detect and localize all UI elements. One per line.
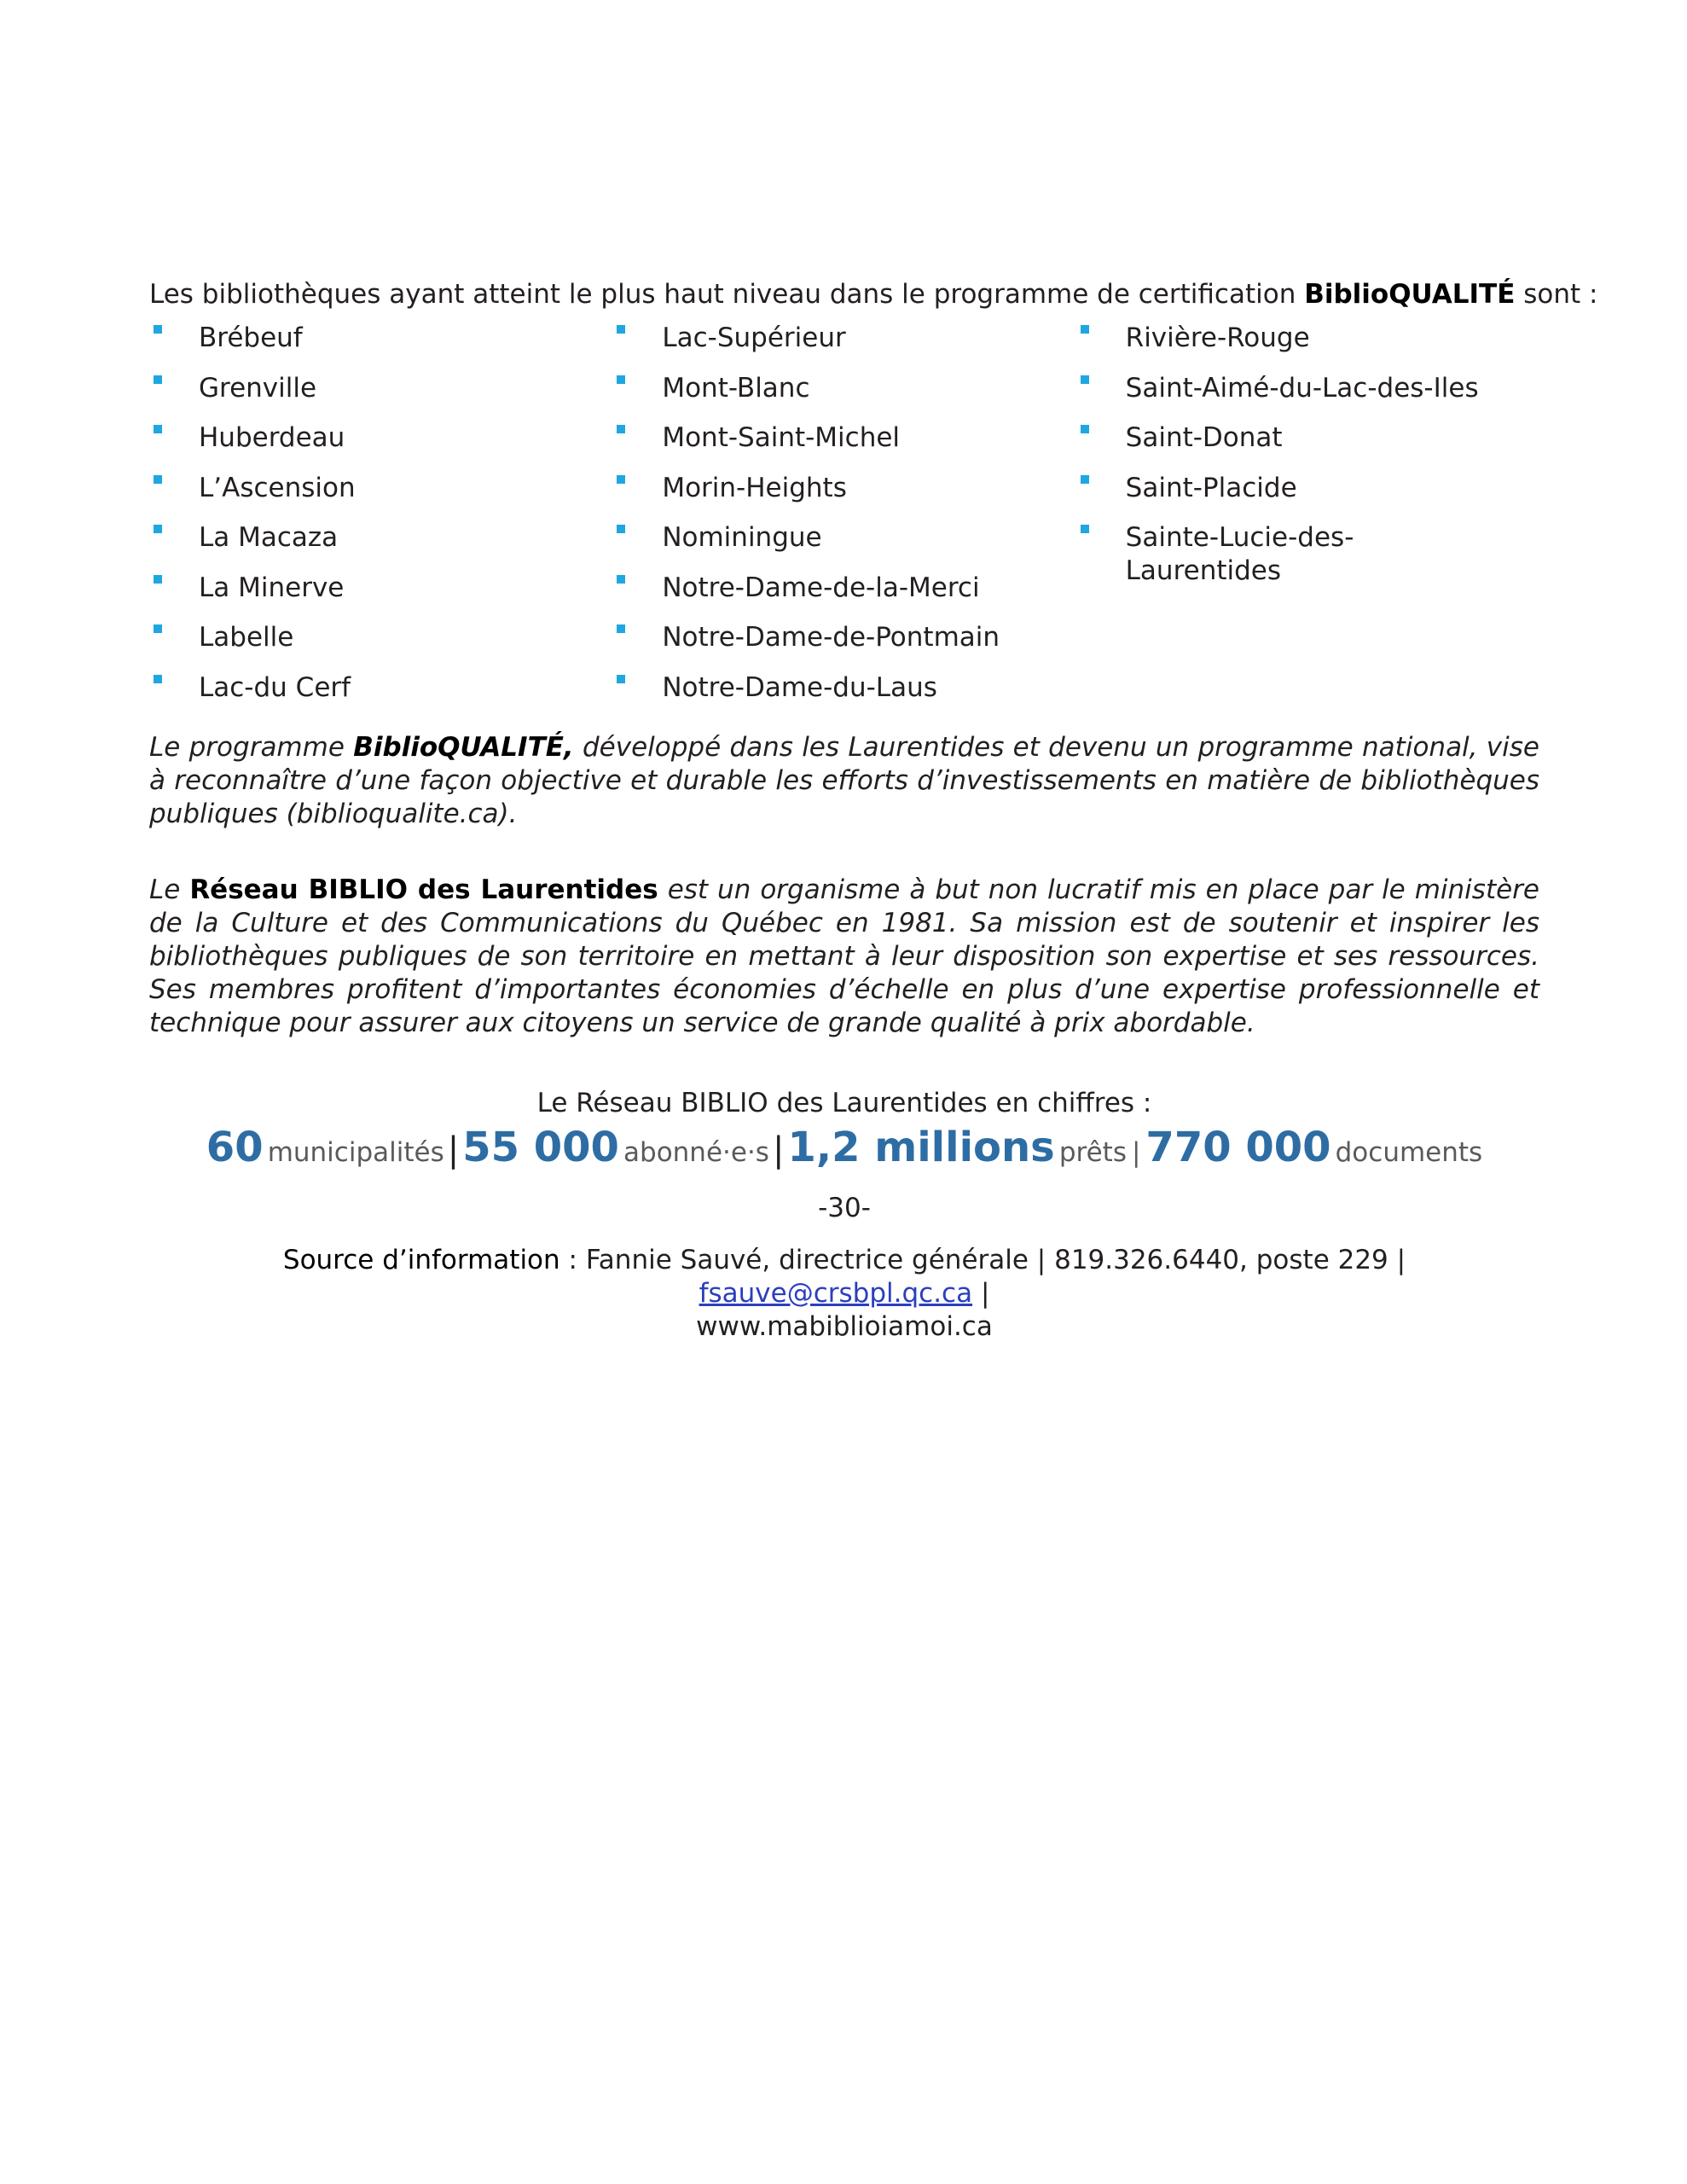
square-bullet-icon <box>617 624 625 633</box>
square-bullet-icon <box>1081 425 1089 433</box>
square-bullet-icon <box>1081 325 1089 334</box>
network-description <box>149 874 1539 1040</box>
program-lead: Le programme <box>149 732 354 763</box>
stats-title: Le Réseau BIBLIO des Laurentides en chiffres : <box>536 1088 1152 1118</box>
list-item <box>149 521 612 555</box>
library-name: Notre-Dame-de-la-Merci <box>662 572 980 603</box>
square-bullet-icon <box>617 525 625 533</box>
square-bullet-icon <box>154 325 162 334</box>
source-contact: : Fannie Sauvé, directrice générale | 819.326.6440, poste 229 | <box>559 1245 1406 1275</box>
stats-line <box>149 1124 1539 1181</box>
library-name: Labelle <box>199 622 294 653</box>
library-name: L’Ascension <box>199 472 356 503</box>
stat-label: documents <box>1335 1137 1483 1168</box>
library-name: La Minerve <box>199 572 345 603</box>
list-item <box>1076 472 1539 505</box>
stat-label: prêts <box>1058 1137 1127 1168</box>
library-lists <box>149 322 1539 731</box>
list-item <box>612 472 1075 505</box>
library-name: Mont-Saint-Michel <box>662 422 901 453</box>
square-bullet-icon <box>617 375 625 384</box>
library-name: Notre-Dame-du-Laus <box>662 671 937 703</box>
list-item <box>612 521 1075 555</box>
source-label: Source d’information <box>282 1245 560 1275</box>
library-name: Notre-Dame-de-Pontmain <box>662 622 1000 653</box>
library-name: La Macaza <box>199 522 339 553</box>
network-text: est un organisme à but non lucratif mis en place par le ministère de la Culture et des Communications du Québec en 1981. Sa mission est de soutenir et inspirer les bibliothèques publiques de son territoire en mettant à leur disposition son expertise et ses ressources. Ses membres profitent d’importantes économies d’échelle en plus d’une expertise professionnelle et technique pour assurer aux citoyens un service de grande qualité à prix abordable. <box>149 874 1539 1038</box>
square-bullet-icon <box>154 575 162 584</box>
stat-value: 1,2 millions <box>787 1124 1055 1171</box>
library-name: Huberdeau <box>199 422 345 453</box>
library-name: Brébeuf <box>199 322 303 353</box>
source-line <box>149 1244 1539 1310</box>
library-name: Saint-Aimé-du-Lac-des-Iles <box>1125 372 1479 404</box>
network-name: Réseau BIBLIO des Laurentides <box>189 874 658 905</box>
list-item <box>149 421 612 455</box>
library-name: Saint-Donat <box>1125 422 1283 453</box>
separator: | <box>772 1130 785 1170</box>
square-bullet-icon <box>1081 525 1089 533</box>
list-item <box>612 421 1075 455</box>
separator: | <box>447 1130 460 1170</box>
stat-label: municipalités <box>267 1137 444 1168</box>
list-item <box>149 322 612 355</box>
list-item <box>612 372 1075 405</box>
website-text: www.mabiblioiamoi.ca <box>696 1311 993 1342</box>
library-column-1 <box>149 322 612 731</box>
square-bullet-icon <box>617 675 625 683</box>
list-item <box>612 671 1075 705</box>
list-item <box>1076 521 1382 588</box>
stat-label: abonné·e·s <box>623 1137 769 1168</box>
square-bullet-icon <box>617 425 625 433</box>
library-name: Nominingue <box>662 522 822 553</box>
source-after-email: | <box>972 1278 990 1309</box>
square-bullet-icon <box>154 425 162 433</box>
square-bullet-icon <box>617 475 625 484</box>
document-page <box>149 277 1598 1344</box>
intro-text-before: Les bibliothèques ayant atteint le plus haut niveau dans le programme de certification <box>149 279 1305 310</box>
list-item <box>1076 421 1539 455</box>
library-name: Rivière-Rouge <box>1125 322 1310 353</box>
square-bullet-icon <box>154 375 162 384</box>
list-item <box>149 671 612 705</box>
list-item <box>1076 322 1539 355</box>
program-name: BiblioQUALITÉ, <box>353 732 574 763</box>
list-item <box>1076 372 1539 405</box>
square-bullet-icon <box>154 624 162 633</box>
square-bullet-icon <box>154 475 162 484</box>
library-name: Grenville <box>199 372 317 404</box>
intro-sentence <box>149 277 1598 311</box>
square-bullet-icon <box>1081 475 1089 484</box>
program-text: développé dans les Laurentides et devenu un programme national, vise à reconnaître d’une façon objective et durable les efforts d’investissements en matière de bibliothèques publiques (biblioqualite.ca). <box>149 732 1539 829</box>
library-name: Morin-Heights <box>662 472 847 503</box>
library-name: Lac-Supérieur <box>662 322 846 353</box>
end-marker: -30- <box>818 1193 871 1223</box>
library-name: Lac-du Cerf <box>199 671 351 703</box>
library-name: Saint-Placide <box>1125 472 1297 503</box>
list-item <box>612 322 1075 355</box>
list-item <box>612 621 1075 654</box>
square-bullet-icon <box>617 325 625 334</box>
intro-program-name: BiblioQUALITÉ <box>1304 279 1516 310</box>
list-item <box>612 572 1075 605</box>
stat-value: 60 <box>206 1124 264 1171</box>
list-item <box>149 472 612 505</box>
separator: | <box>1131 1137 1141 1168</box>
square-bullet-icon <box>154 675 162 683</box>
square-bullet-icon <box>1081 375 1089 384</box>
list-item <box>149 572 612 605</box>
square-bullet-icon <box>154 525 162 533</box>
stat-value: 55 000 <box>462 1124 619 1171</box>
library-name: Mont-Blanc <box>662 372 810 404</box>
list-item <box>149 621 612 654</box>
library-column-2 <box>612 322 1075 731</box>
email-link[interactable]: fsauve@crsbpl.qc.ca <box>699 1278 973 1309</box>
square-bullet-icon <box>617 575 625 584</box>
stat-value: 770 000 <box>1145 1124 1331 1171</box>
network-lead: Le <box>149 874 190 905</box>
library-column-3 <box>1076 322 1539 731</box>
program-description <box>149 731 1539 831</box>
library-name: Sainte-Lucie-des-Laurentides <box>1125 522 1354 586</box>
source-info <box>149 1244 1539 1344</box>
intro-text-after: sont : <box>1515 279 1598 310</box>
list-item <box>149 372 612 405</box>
